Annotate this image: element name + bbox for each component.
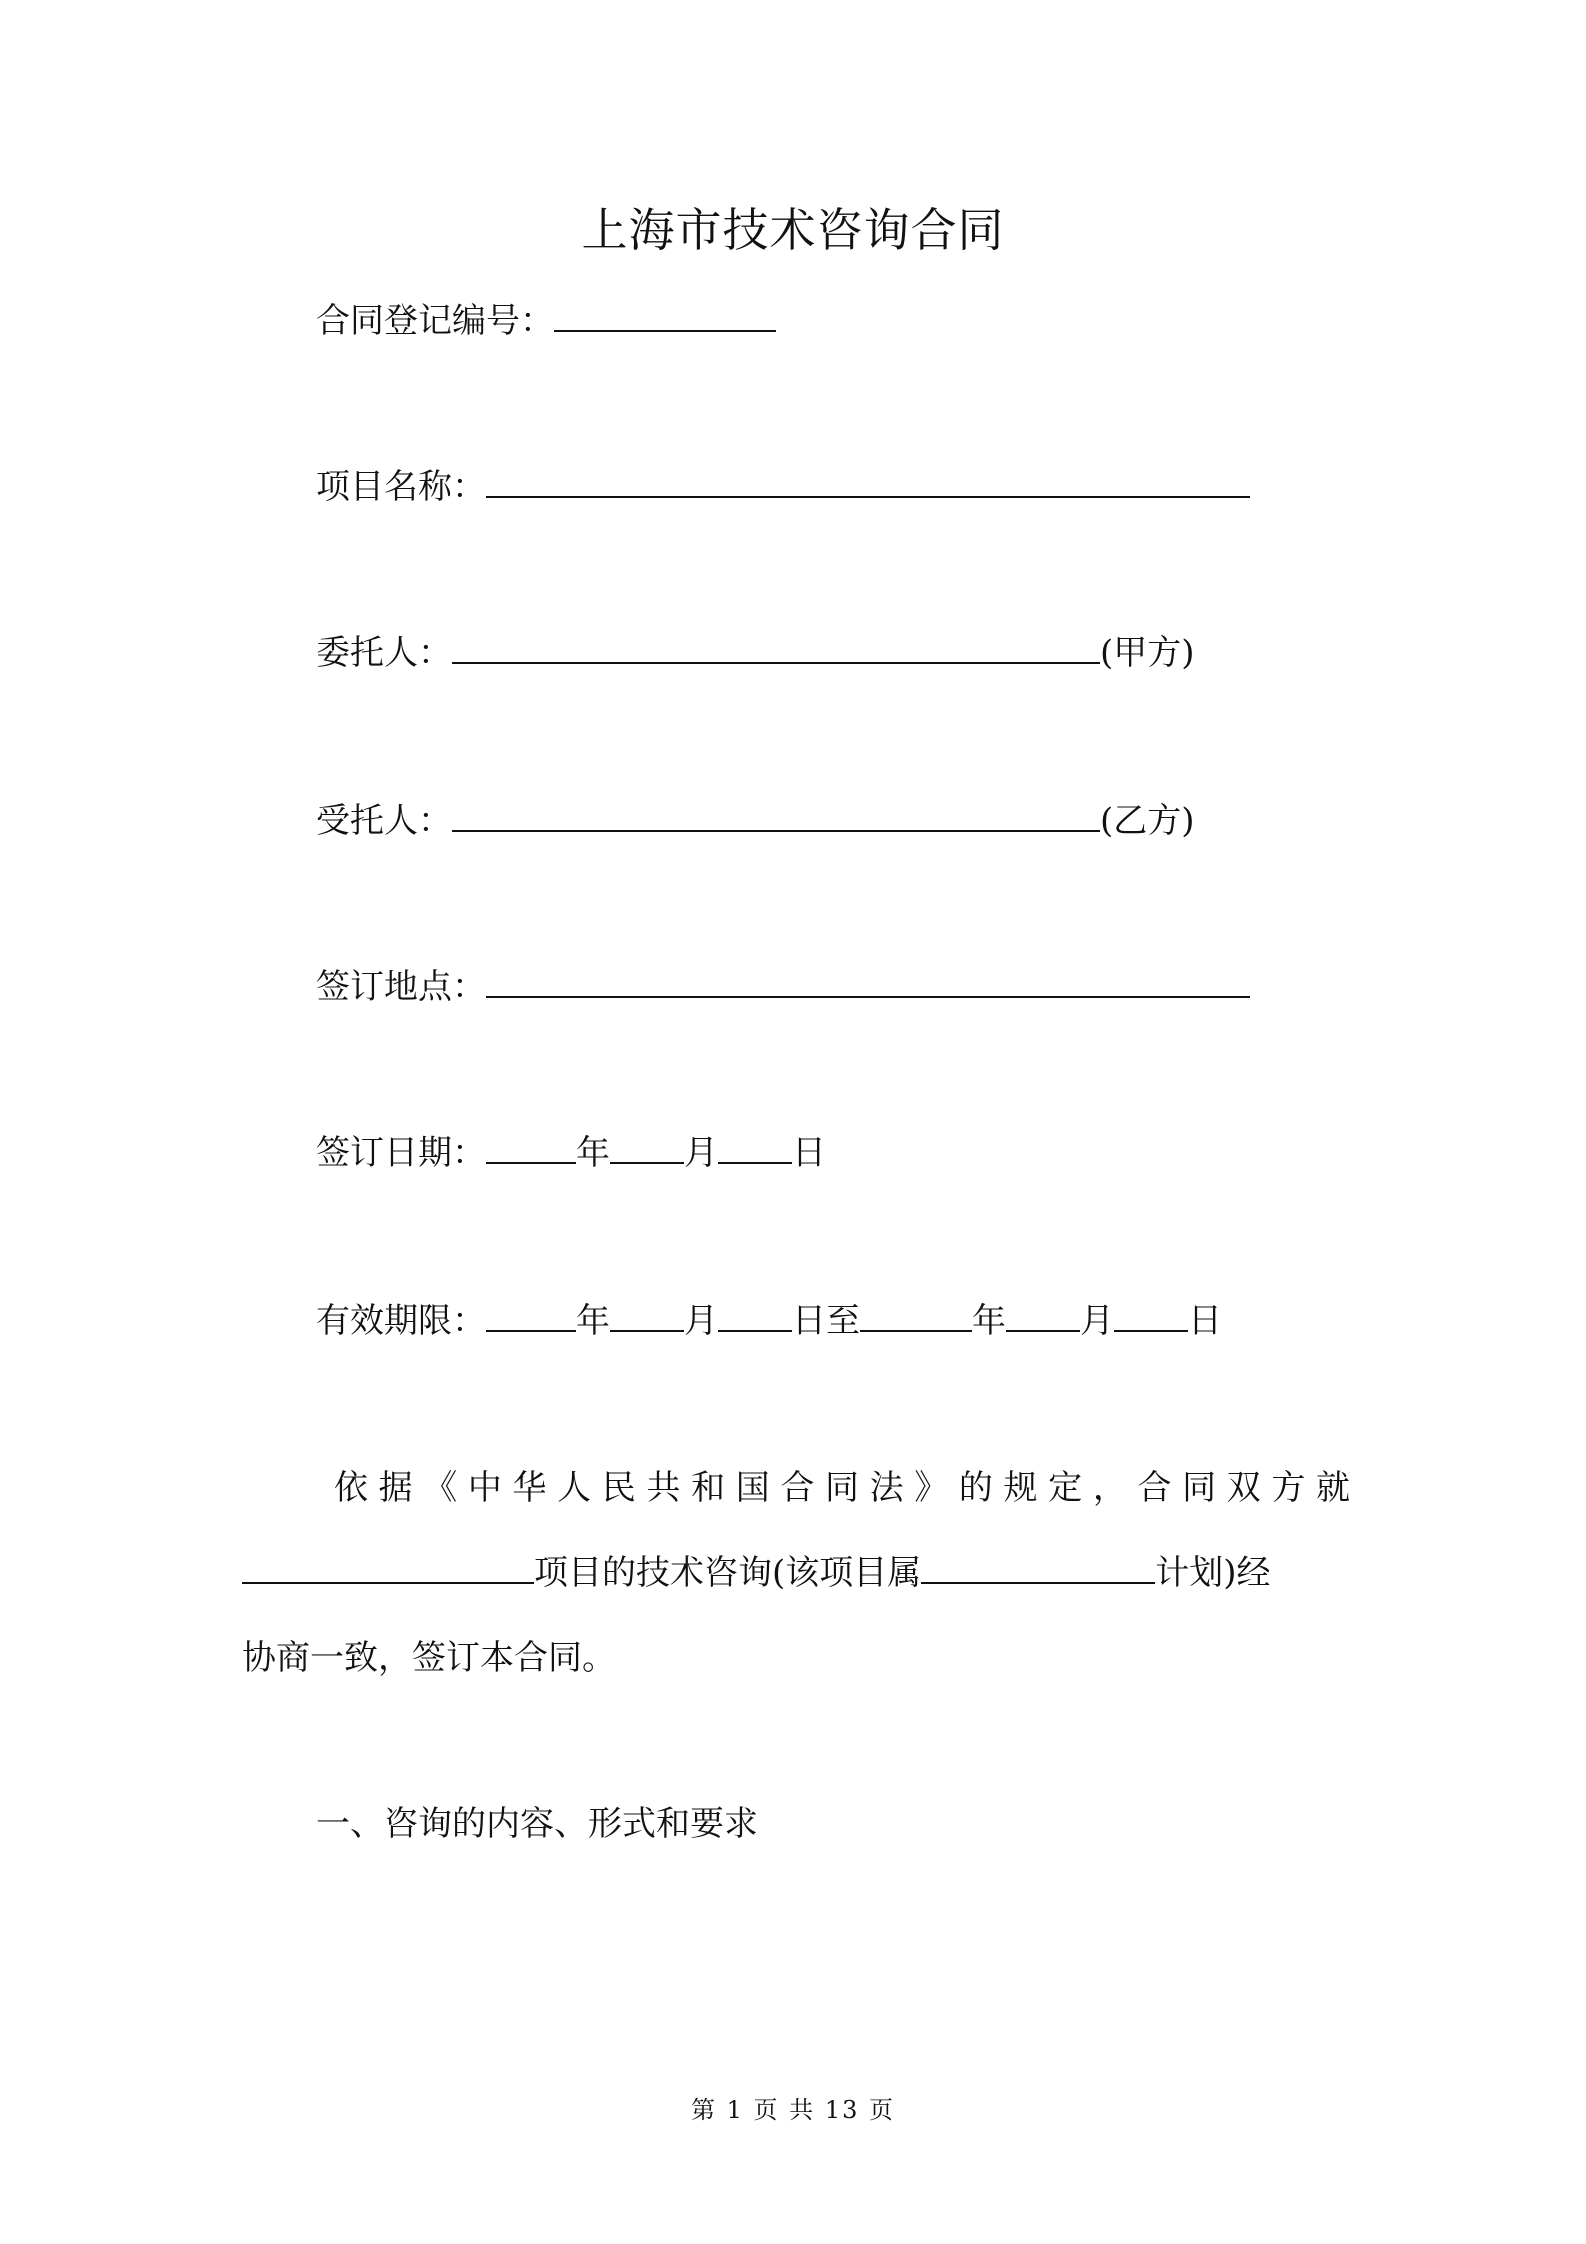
- month-text: 月: [684, 1301, 718, 1341]
- validity-row: [316, 1296, 1222, 1345]
- registration-no-row: [316, 296, 776, 345]
- section-1-heading: 一、咨询的内容、形式和要求: [316, 1804, 758, 1844]
- project-name-blank[interactable]: [486, 462, 1250, 498]
- signing-place-blank[interactable]: [486, 962, 1250, 998]
- client-row: [316, 628, 1195, 677]
- plan-name-blank[interactable]: [921, 1548, 1155, 1584]
- client-label: 委托人：: [316, 633, 452, 673]
- trustee-suffix: (乙方): [1100, 801, 1195, 841]
- signing-year-blank[interactable]: [486, 1128, 576, 1164]
- document-title: 上海市技术咨询合同: [581, 203, 1005, 257]
- signing-date-row: [316, 1128, 826, 1177]
- registration-no-blank[interactable]: [554, 296, 776, 332]
- signing-place-label: 签订地点：: [316, 967, 486, 1007]
- project-name-label: 项目名称：: [316, 467, 486, 507]
- client-blank[interactable]: [452, 628, 1100, 664]
- month-text: 月: [1080, 1301, 1114, 1341]
- validity-start-month-blank[interactable]: [610, 1296, 684, 1332]
- footer-mid: 页 共: [753, 2096, 816, 2124]
- page-number: 1: [726, 2096, 744, 2124]
- intro-line-1: 依据《中华人民共和国合同法》的规定，合同双方就: [334, 1468, 1350, 1508]
- signing-date-label: 签订日期：: [316, 1133, 486, 1173]
- validity-end-month-blank[interactable]: [1006, 1296, 1080, 1332]
- day-to-text: 日至: [792, 1301, 860, 1341]
- month-text: 月: [684, 1133, 718, 1173]
- page-total: 13: [824, 2096, 860, 2124]
- trustee-blank[interactable]: [452, 796, 1100, 832]
- year-text: 年: [576, 1301, 610, 1341]
- client-suffix: (甲方): [1100, 633, 1195, 673]
- validity-start-year-blank[interactable]: [486, 1296, 576, 1332]
- day-text: 日: [792, 1133, 826, 1173]
- intro-line-2-b: 计划)经: [1155, 1553, 1271, 1593]
- page-footer: [0, 2094, 1586, 2126]
- signing-day-blank[interactable]: [718, 1128, 792, 1164]
- registration-no-label: 合同登记编号：: [316, 301, 554, 341]
- day-text: 日: [1188, 1301, 1222, 1341]
- consulting-project-blank[interactable]: [242, 1548, 534, 1584]
- year-text: 年: [576, 1133, 610, 1173]
- intro-line-2-a: 项目的技术咨询(该项目属: [534, 1553, 922, 1593]
- validity-start-day-blank[interactable]: [718, 1296, 792, 1332]
- year-text: 年: [972, 1301, 1006, 1341]
- signing-place-row: [316, 962, 1250, 1011]
- validity-end-day-blank[interactable]: [1114, 1296, 1188, 1332]
- validity-label: 有效期限：: [316, 1301, 486, 1341]
- trustee-row: [316, 796, 1195, 845]
- footer-prefix: 第: [690, 2096, 717, 2124]
- intro-line-3: 协商一致，签订本合同。: [242, 1638, 616, 1678]
- trustee-label: 受托人：: [316, 801, 452, 841]
- footer-suffix: 页: [869, 2096, 896, 2124]
- validity-end-year-blank[interactable]: [860, 1296, 972, 1332]
- project-name-row: [316, 462, 1250, 511]
- signing-month-blank[interactable]: [610, 1128, 684, 1164]
- intro-line-2: [242, 1548, 1271, 1597]
